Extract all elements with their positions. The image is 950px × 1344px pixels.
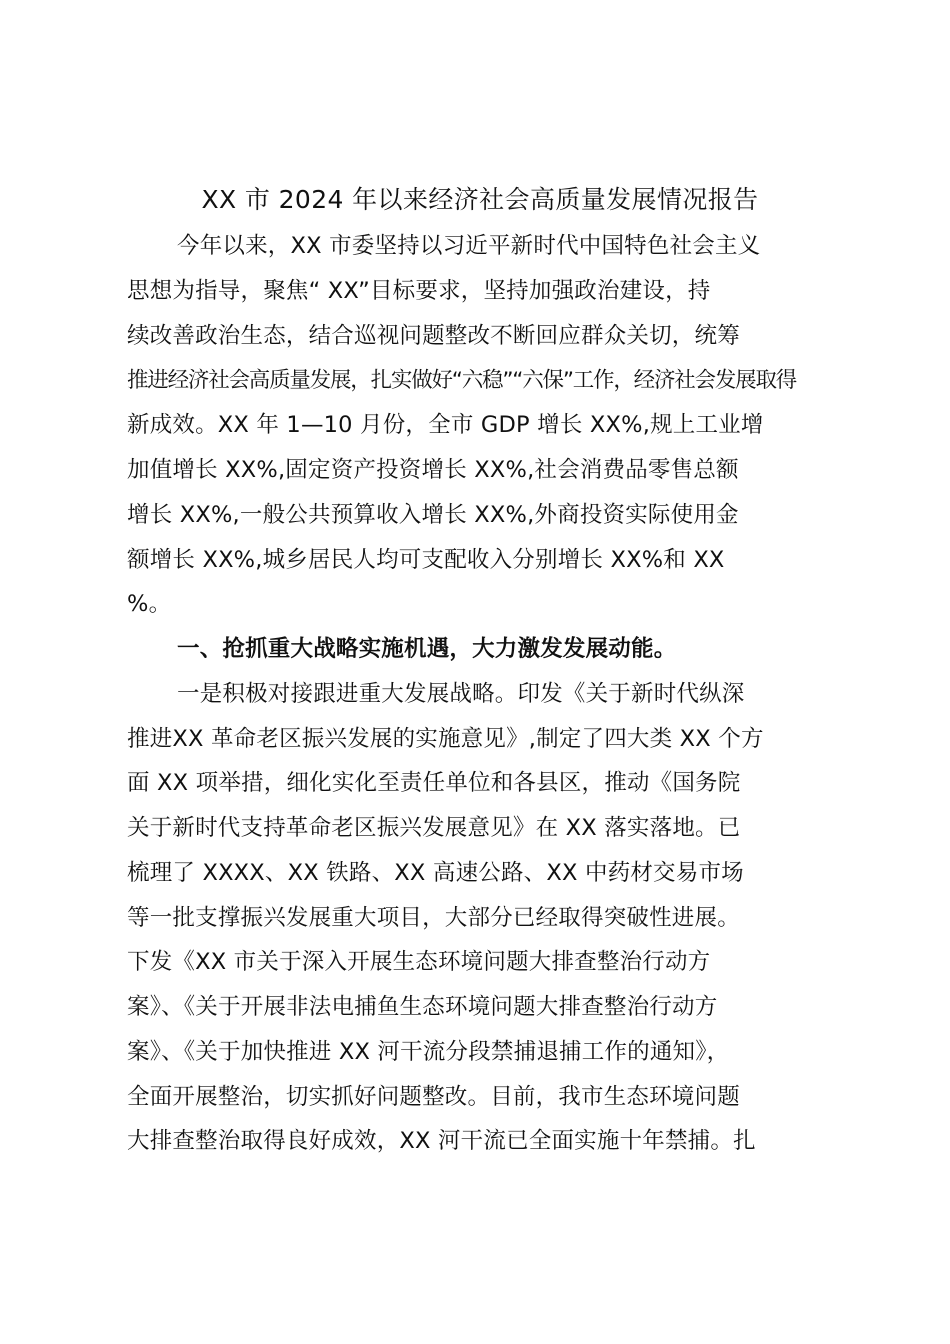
paragraph-line: 关于新时代支持革命老区振兴发展意见》在 XX 落实落地。已 [127, 815, 741, 841]
paragraph-line: 额增长 XX%,城乡居民人均可支配收入分别增长 XX%和 XX [127, 547, 725, 573]
paragraph-line: 案》、《关于加快推进 XX 河干流分段禁捕退捕工作的通知》， [127, 1039, 730, 1065]
paragraph-line: 推进经济社会高质量发展，扎实做好“六稳”“六保”工作，经济社会发展取得 [127, 368, 797, 393]
paragraph-line: 大排查整治取得良好成效，XX 河干流已全面实施十年禁捕。扎 [127, 1128, 756, 1154]
paragraph-line: %。 [127, 591, 172, 617]
section-heading: 一、抢抓重大战略实施机遇，大力激发发展动能。 [177, 636, 677, 662]
paragraph-line: 今年以来，XX 市委坚持以习近平新时代中国特色社会主义 [177, 233, 761, 259]
paragraph-line: 增长 XX%,一般公共预算收入增长 XX%,外商投资实际使用金 [127, 502, 739, 528]
paragraph-line: 新成效。XX 年 1—10 月份，全市 GDP 增长 XX%,规上工业增 [127, 412, 764, 438]
paragraph-line: 一是积极对接跟进重大发展战略。印发《关于新时代纵深 [177, 681, 745, 707]
paragraph-line: 推进XX 革命老区振兴发展的实施意见》,制定了四大类 XX 个方 [127, 726, 764, 752]
paragraph-line: 案》、《关于开展非法电捕鱼生态环境问题大排查整治行动方 [127, 994, 718, 1020]
paragraph-line: 面 XX 项举措，细化实化至责任单位和各县区，推动《国务院 [127, 770, 741, 796]
paragraph-line: 梳理了 XXXX、XX 铁路、XX 高速公路、XX 中药材交易市场 [127, 860, 744, 886]
paragraph-line: 思想为指导，聚焦“ XX”目标要求，坚持加强政治建设，持 [127, 278, 711, 304]
paragraph-line: 等一批支撑振兴发展重大项目，大部分已经取得突破性进展。 [127, 905, 740, 931]
paragraph-line: 下发《XX 市关于深入开展生态环境问题大排查整治行动方 [127, 949, 711, 975]
paragraph-line: 加值增长 XX%,固定资产投资增长 XX%,社会消费品零售总额 [127, 457, 739, 483]
paragraph-line: 续改善政治生态，结合巡视问题整改不断回应群众关切，统筹 [127, 323, 740, 349]
paragraph-line: 全面开展整治，切实抓好问题整改。目前，我市生态环境问题 [127, 1084, 740, 1110]
document-title: XX 市 2024 年以来经济社会高质量发展情况报告 [201, 185, 759, 214]
